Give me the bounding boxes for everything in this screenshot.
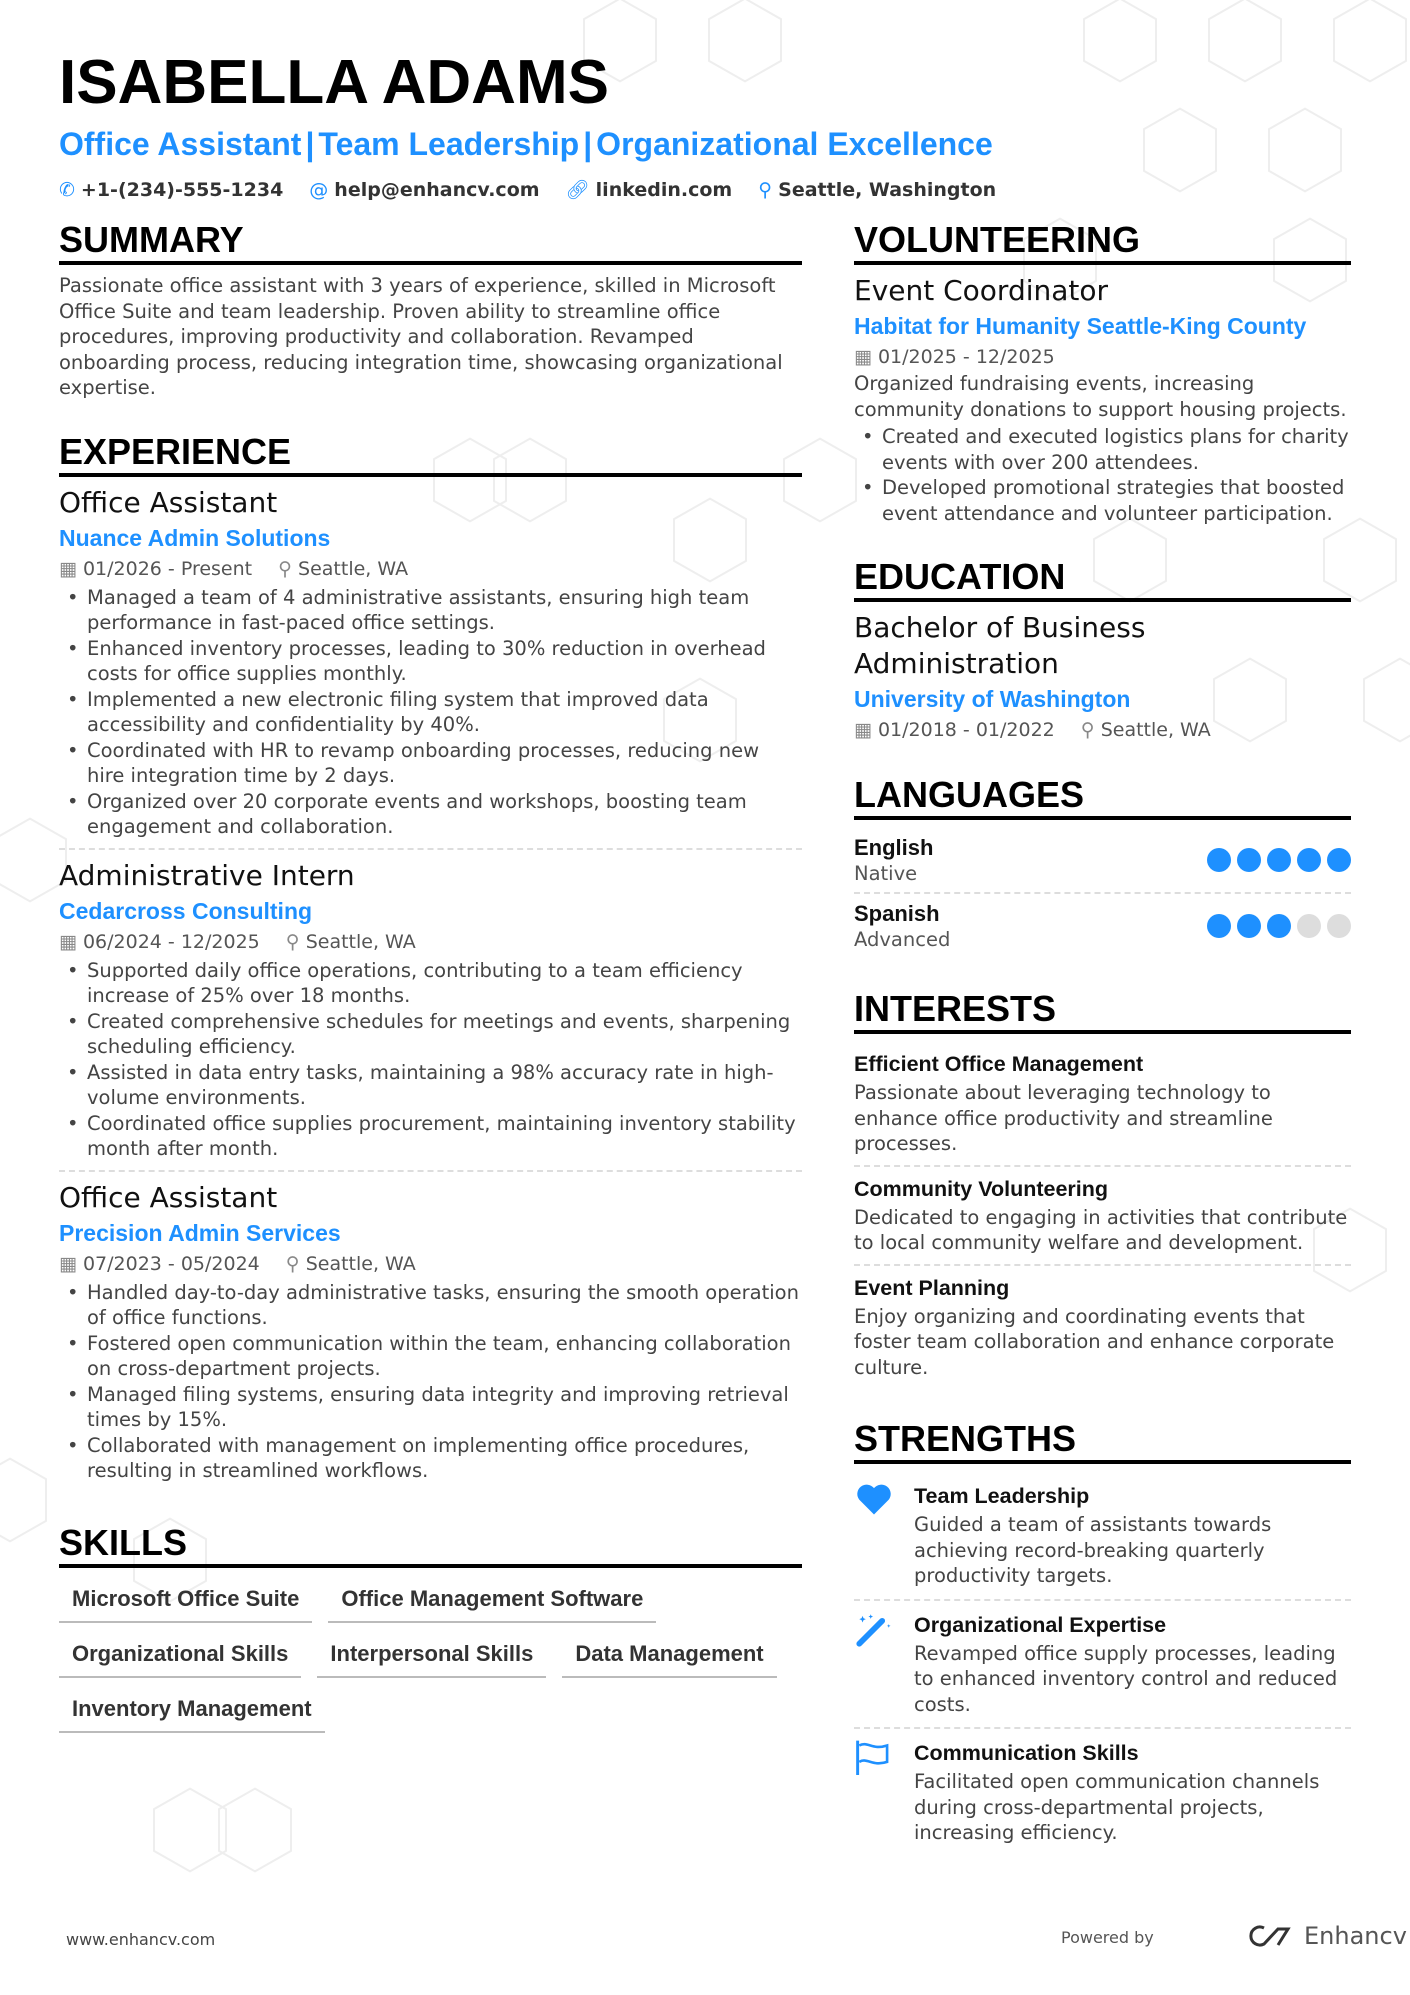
- phone-icon: ✆: [59, 178, 75, 201]
- language-item: [854, 828, 1351, 894]
- interest-title: Community Volunteering: [854, 1176, 1109, 1201]
- job-entry: [59, 1180, 802, 1492]
- interest-item: [854, 1266, 1351, 1389]
- strength-body: [914, 1737, 1351, 1846]
- job-dates: [59, 555, 252, 583]
- website-link[interactable]: www.enhancv.com: [66, 1930, 216, 1949]
- strength-item: [854, 1472, 1351, 1601]
- interest-title: Efficient Office Management: [854, 1052, 1144, 1076]
- phone[interactable]: ✆ +1-(234)-555-1234: [59, 178, 284, 201]
- email-link[interactable]: @ help@enhancv.com: [309, 178, 540, 201]
- map-pin-icon: ⚲: [758, 178, 773, 201]
- volunteer-description: Organized fundraising events, increasing community donations to support housing projects.: [854, 372, 1347, 421]
- volunteer-bullets: [854, 424, 1351, 526]
- job-meta: [59, 928, 802, 956]
- rating-dot: [1327, 914, 1351, 938]
- magic-wand-icon: [854, 1609, 914, 1718]
- bullet: • Handled day-to-day administrative tasks, ensuring the smooth operation of office functions.: [59, 1280, 802, 1331]
- rating-dot: [1237, 848, 1261, 872]
- powered-by: Powered by: [1061, 1928, 1154, 1947]
- languages-section: [854, 774, 1351, 958]
- strength-body: [914, 1480, 1351, 1589]
- strength-item: [854, 1729, 1351, 1856]
- bullet: • Organized over 20 corporate events and workshops, boosting team engagement and collaboration.: [59, 789, 802, 840]
- resume-header: [59, 48, 1359, 201]
- location-text: Seattle, WA: [305, 1252, 416, 1275]
- job-role: Office Assistant: [59, 1180, 278, 1214]
- job-bullets: [59, 585, 802, 840]
- skill-tag: Microsoft Office Suite: [59, 1582, 312, 1623]
- candidate-name: ISABELLA ADAMS: [59, 48, 609, 117]
- calendar-icon: ▦: [854, 719, 872, 741]
- rating-dot: [1267, 914, 1291, 938]
- right-column: [854, 219, 1351, 1886]
- language-text: [854, 900, 950, 952]
- location-text: Seattle, WA: [305, 930, 416, 953]
- job-entry: [59, 858, 802, 1172]
- language-text: [854, 834, 933, 886]
- job-meta: [59, 555, 802, 583]
- job-role: Administrative Intern: [59, 858, 355, 892]
- map-pin-icon: ⚲: [285, 1252, 300, 1275]
- link-icon: 🔗︎: [565, 179, 590, 201]
- rating-dot: [1207, 848, 1231, 872]
- calendar-icon: ▦: [59, 930, 77, 953]
- headline: Office Assistant | Team Leadership | Organizational Excellence: [59, 126, 993, 162]
- job-company: Precision Admin Services: [59, 1219, 341, 1246]
- at-icon: @: [309, 178, 329, 201]
- school: University of Washington: [854, 686, 1131, 712]
- dates-text: 06/2024 - 12/2025: [82, 930, 260, 953]
- skills-section: [59, 1522, 802, 1733]
- dates-text: 01/2026 - Present: [82, 557, 253, 580]
- job-dates: [59, 1250, 260, 1278]
- heart-icon: [854, 1480, 914, 1589]
- bullet: • Coordinated office supplies procurement, maintaining inventory stability month after month.: [59, 1111, 802, 1162]
- hexagon-shape: [0, 819, 66, 902]
- summary-text: Passionate office assistant with 3 years of experience, skilled in Microsoft Office Suite and team leadership. Proven ability to streamline office procedures, improving productivity and collaboration. Revamped onboarding process, reducing integration time, showcasing organizational expertise.: [59, 274, 783, 399]
- enhancv-logo: Enhancv: [1244, 1922, 1407, 1950]
- rating-dot: [1297, 848, 1321, 872]
- section-heading: VOLUNTEERING: [854, 219, 1351, 265]
- bullet: • Managed a team of 4 administrative assistants, ensuring high team performance in fast-paced office settings.: [59, 585, 802, 636]
- skill-tag: Interpersonal Skills: [317, 1637, 546, 1678]
- strength-text: Facilitated open communication channels during cross-departmental projects, increasing efficiency.: [914, 1770, 1320, 1844]
- location: ⚲ Seattle, Washington: [758, 178, 997, 201]
- headline-title: Team Leadership: [318, 126, 580, 162]
- bullet: • Supported daily office operations, contributing to a team efficiency increase of 25% over 18 months.: [59, 958, 802, 1009]
- volunteer-dates: ▦ 01/2025 - 12/2025: [854, 346, 1055, 368]
- bullet: • Assisted in data entry tasks, maintaining a 98% accuracy rate in high-volume environments.: [59, 1060, 802, 1111]
- interest-text: Passionate about leveraging technology to enhance office productivity and streamline processes.: [854, 1081, 1273, 1155]
- left-column: [59, 219, 802, 1763]
- strength-text: Revamped office supply processes, leading to enhanced inventory control and reduced costs.: [914, 1641, 1338, 1716]
- dates-text: 07/2023 - 05/2024: [82, 1252, 260, 1275]
- job-company: Nuance Admin Solutions: [59, 524, 331, 551]
- hexagon-shape: [0, 1459, 46, 1542]
- location-text: Seattle, WA: [298, 557, 409, 580]
- hexagon-shape: [154, 1789, 226, 1872]
- footer: [66, 1922, 1410, 1950]
- job-location: [278, 555, 408, 583]
- degree: Bachelor of Business Administration: [854, 611, 1146, 680]
- language-level: Native: [854, 862, 918, 885]
- job-entry: [59, 485, 802, 850]
- bullet: • Developed promotional strategies that boosted event attendance and volunteer participation.: [854, 475, 1351, 526]
- strength-text: Guided a team of assistants towards achieving record-breaking quarterly productivity targets.: [914, 1513, 1272, 1587]
- bullet: • Coordinated with HR to revamp onboarding processes, reducing new hire integration time by 2 days.: [59, 738, 802, 789]
- bullet: • Implemented a new electronic filing system that improved data accessibility and confidentiality by 40%.: [59, 687, 802, 738]
- flag-icon: [854, 1737, 914, 1846]
- interest-title: Event Planning: [854, 1275, 1010, 1300]
- education-section: [854, 556, 1351, 744]
- map-pin-icon: ⚲: [1080, 719, 1095, 741]
- job-meta: [59, 1250, 802, 1278]
- rating-dot: [1207, 914, 1231, 938]
- job-bullets: [59, 958, 802, 1162]
- skill-tag: Inventory Management: [59, 1692, 325, 1733]
- education-meta: ▦ 01/2018 - 01/2022 ⚲ Seattle, WA: [854, 719, 1211, 741]
- job-location: [286, 1250, 416, 1278]
- strength-title: Organizational Expertise: [914, 1612, 1167, 1637]
- language-item: [854, 894, 1351, 958]
- map-pin-icon: ⚲: [278, 557, 293, 580]
- language-rating: [1207, 848, 1351, 872]
- strengths-section: [854, 1418, 1351, 1856]
- section-heading: SUMMARY: [59, 219, 802, 265]
- interest-text: Enjoy organizing and coordinating events that foster team collaboration and enhance corporate culture.: [854, 1304, 1335, 1379]
- calendar-icon: ▦: [59, 557, 77, 580]
- volunteer-org: Habitat for Humanity Seattle-King County: [854, 313, 1307, 339]
- strength-item: [854, 1601, 1351, 1730]
- strength-title: Team Leadership: [914, 1484, 1090, 1508]
- rating-dot: [1297, 914, 1321, 938]
- interest-item: [854, 1042, 1351, 1167]
- section-heading: STRENGTHS: [854, 1418, 1351, 1464]
- skill-tag: Organizational Skills: [59, 1637, 301, 1678]
- strength-title: Communication Skills: [914, 1741, 1139, 1765]
- bullet: • Created and executed logistics plans for charity events with over 200 attendees.: [854, 424, 1351, 475]
- skill-tag: Data Management: [562, 1637, 776, 1678]
- section-heading: EXPERIENCE: [59, 431, 802, 477]
- headline-title: Office Assistant: [59, 126, 302, 162]
- job-company: Cedarcross Consulting: [59, 897, 313, 924]
- section-heading: INTERESTS: [854, 988, 1351, 1034]
- summary-section: [59, 219, 802, 401]
- skill-tag: Office Management Software: [328, 1582, 656, 1623]
- interest-item: [854, 1167, 1351, 1266]
- rating-dot: [1267, 848, 1291, 872]
- language-rating: [1207, 914, 1351, 938]
- bullet: • Fostered open communication within the team, enhancing collaboration on cross-department projects.: [59, 1331, 802, 1382]
- bullet: • Created comprehensive schedules for meetings and events, sharpening scheduling efficiency.: [59, 1009, 802, 1060]
- experience-section: [59, 431, 802, 1492]
- interest-text: Dedicated to engaging in activities that contribute to local community welfare and development.: [854, 1205, 1348, 1254]
- bullet: • Collaborated with management on implementing office procedures, resulting in streamlined workflows.: [59, 1433, 802, 1484]
- job-bullets: [59, 1280, 802, 1484]
- job-role: Office Assistant: [59, 485, 278, 519]
- language-name: Spanish: [854, 901, 940, 926]
- section-heading: EDUCATION: [854, 556, 1351, 602]
- language-name: English: [854, 835, 934, 860]
- job-dates: [59, 928, 260, 956]
- hexagon-shape: [219, 1789, 291, 1872]
- job-location: [286, 928, 416, 956]
- volunteer-role: Event Coordinator: [854, 274, 1109, 307]
- strength-body: [914, 1609, 1351, 1718]
- bullet: • Managed filing systems, ensuring data integrity and improving retrieval times by 15%.: [59, 1382, 802, 1433]
- bullet: • Enhanced inventory processes, leading to 30% reduction in overhead costs for office supplies monthly.: [59, 636, 802, 687]
- volunteering-section: [854, 219, 1351, 526]
- interests-section: [854, 988, 1351, 1388]
- contact-info: [59, 178, 1359, 201]
- calendar-icon: ▦: [59, 1252, 77, 1275]
- hexagon-shape: [1364, 659, 1410, 742]
- section-heading: SKILLS: [59, 1522, 802, 1568]
- headline-title: Organizational Excellence: [596, 126, 993, 162]
- map-pin-icon: ⚲: [285, 930, 300, 953]
- calendar-icon: ▦: [854, 346, 872, 368]
- rating-dot: [1327, 848, 1351, 872]
- language-level: Advanced: [854, 928, 951, 951]
- rating-dot: [1237, 914, 1261, 938]
- enhancv-logo-icon: [1244, 1923, 1292, 1949]
- section-heading: LANGUAGES: [854, 774, 1351, 820]
- linkedin-link[interactable]: 🔗︎ linkedin.com: [565, 179, 733, 201]
